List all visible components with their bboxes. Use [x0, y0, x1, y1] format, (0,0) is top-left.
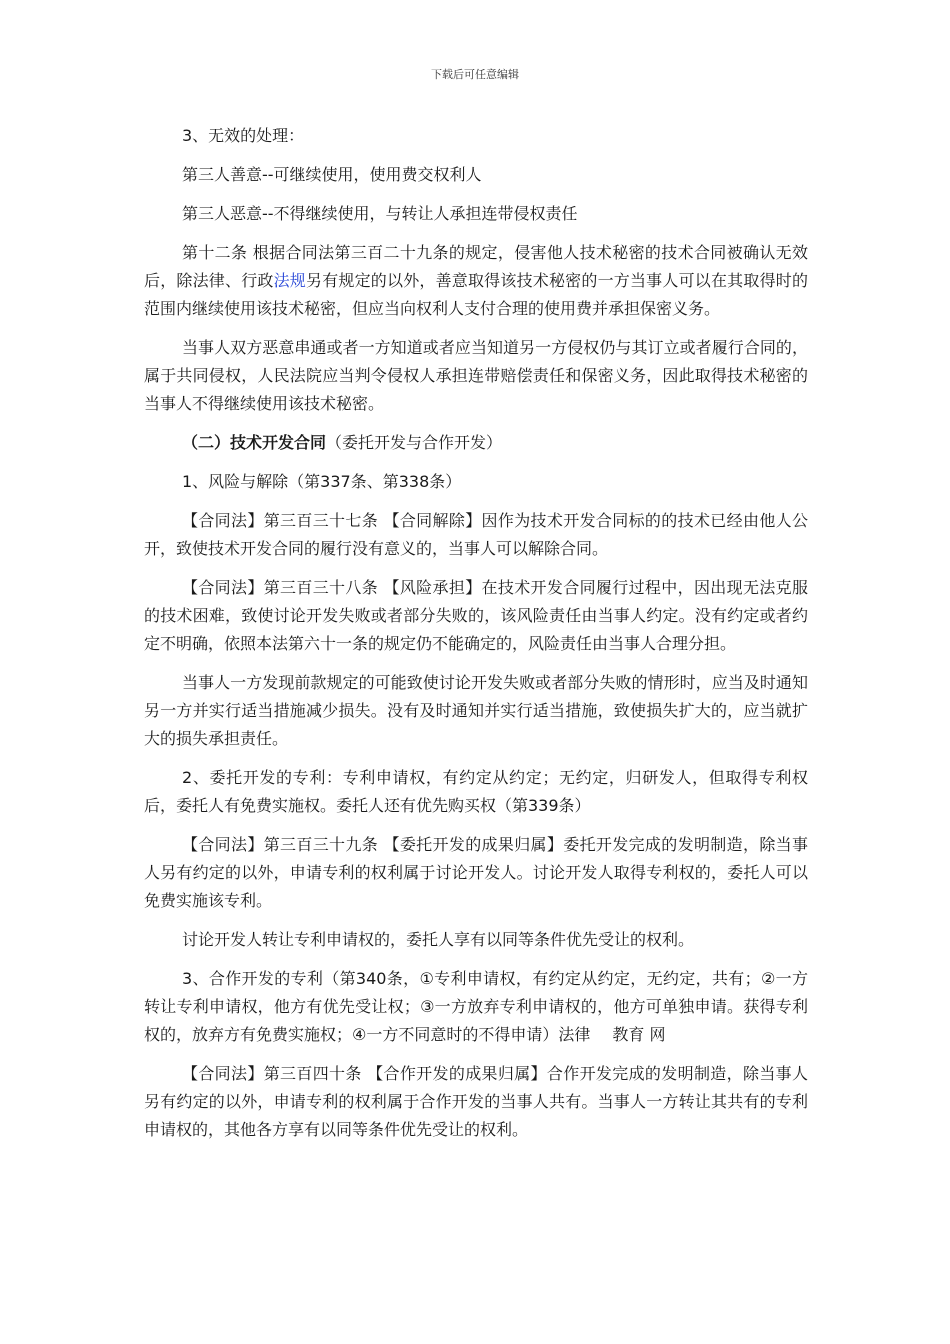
- section-heading-bold: （二）技术开发合同: [182, 433, 327, 452]
- paragraph-article-338: 【合同法】第三百三十八条 【风险承担】在技术开发合同履行过程中，因出现无法克服的技术困难，致使讨论开发失败或者部分失败的，该风险责任由当事人约定。没有约定或者约定不明确，依照本法第六十一条的规定仍不能确定的，风险责任由当事人合理分担。: [144, 578, 808, 653]
- paragraph-good-faith: 第三人善意--可继续使用，使用费交权利人: [182, 165, 482, 184]
- watermark-word-1: 法律: [558, 1025, 591, 1044]
- page-header: 下载后可任意编辑: [431, 68, 519, 81]
- section-heading-note: （委托开发与合作开发）: [326, 433, 503, 452]
- paragraph-cooperative-patent: [144, 965, 808, 1049]
- section-heading-tech-development: [144, 429, 808, 457]
- paragraph-priority-right: 讨论开发人转让专利申请权的，委托人享有以同等条件优先受让的权利。: [182, 930, 695, 949]
- paragraph-article-337: 【合同法】第三百三十七条 【合同解除】因作为技术开发合同标的的技术已经由他人公开，致使技术开发合同的履行没有意义的，当事人可以解除合同。: [144, 511, 808, 558]
- article-12-text-b: 另有规定的以外，善意取得该技术秘密的一方当事人可以在其取得时的范围内继续使用该技术秘密，但应当向权利人支付合理的使用费并承担保密义务。: [144, 271, 808, 318]
- paragraph-article-12: [144, 239, 808, 323]
- document-body: [144, 122, 808, 1155]
- paragraph-joint-infringement: 当事人双方恶意串通或者一方知道或者应当知道另一方侵权仍与其订立或者履行合同的，属于共同侵权，人民法院应当判令侵权人承担连带赔偿责任和保密义务，因此取得技术秘密的当事人不得继续使用该技术秘密。: [144, 338, 808, 413]
- cooperative-patent-text: 3、合作开发的专利（第340条，①专利申请权，有约定从约定，无约定，共有；②一方转让专利申请权，他方有优先受让权；③一方放弃专利申请权的，他方可单独申请。获得专利权的，放弃方有免费实施权；④一方不同意时的不得申请）: [144, 969, 808, 1044]
- paragraph-commissioned-patent: 2、委托开发的专利：专利申请权，有约定从约定；无约定，归研发人，但取得专利权后，委托人有免费实施权。委托人还有优先购买权（第339条）: [144, 768, 808, 815]
- watermark-word-3: 网: [649, 1025, 666, 1044]
- paragraph-article-339: 【合同法】第三百三十九条 【委托开发的成果归属】委托开发完成的发明制造，除当事人另有约定的以外，申请专利的权利属于讨论开发人。讨论开发人取得专利权的，委托人可以免费实施该专利。: [144, 835, 808, 910]
- paragraph-loss-notice: 当事人一方发现前款规定的可能致使讨论开发失败或者部分失败的情形时，应当及时通知另一方并实行适当措施减少损失。没有及时通知并实行适当措施，致使损失扩大的，应当就扩大的损失承担责任。: [144, 673, 808, 748]
- paragraph-bad-faith: 第三人恶意--不得继续使用，与转让人承担连带侵权责任: [182, 204, 578, 223]
- article-12-text-a: 第十二条 根据合同法第三百二十九条的规定，侵害他人技术秘密的技术合同被确认无效后，除法律、行政: [144, 243, 808, 290]
- paragraph-risk-termination: 1、风险与解除（第337条、第338条）: [182, 472, 462, 491]
- watermark-word-2: 教育: [612, 1025, 645, 1044]
- paragraph-invalid-handling: 3、无效的处理：: [182, 126, 305, 145]
- paragraph-article-340: 【合同法】第三百四十条 【合作开发的成果归属】合作开发完成的发明制造，除当事人另有约定的以外，申请专利的权利属于合作开发的当事人共有。当事人一方转让其共有的专利申请权的，其他各方享有以同等条件优先受让的权利。: [144, 1064, 808, 1139]
- regulation-link[interactable]: 法规: [273, 271, 306, 290]
